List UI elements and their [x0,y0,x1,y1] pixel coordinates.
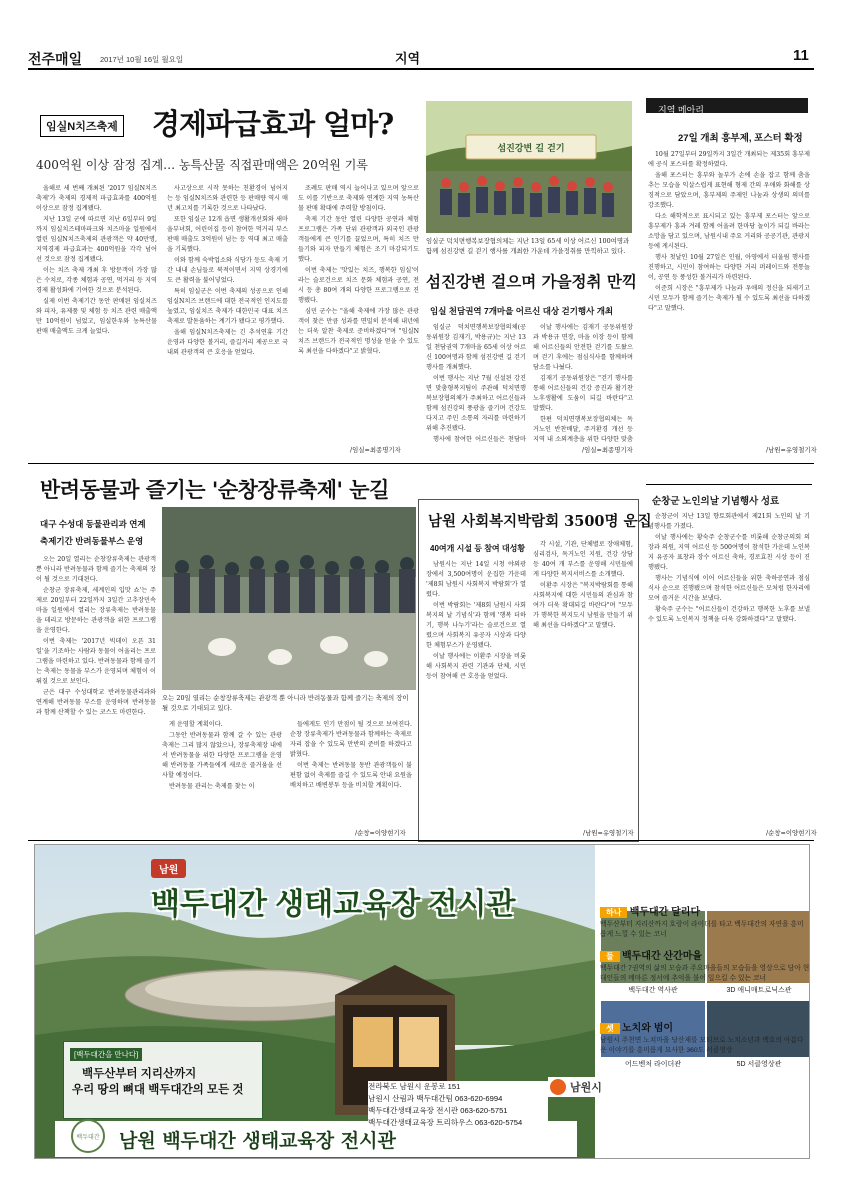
pet-col-1: 오는 20일 열리는 순창장류축제는 관광객 뿐 아니라 반려동물과 함께 즐기는 축제의 장이 될 것으로 기대된다. 순창군 장류축제, 세계인의 입맛 쇼'는 주제로 20일부터 22일까지 3일간 고추장민속마을 일원에서 열리는 장류축제는 반려동물을 데리고 방문하는 관광객을 위한 프로그램을 운영한다. 이번 축제는 '2017년 빅데이 오픈 31일'을 기조하는 사람과 동물이 어울리는 프로그램을 마련하고 있다. 반려동물과 함께 즐기는 축제는 동물을 부스가 운영되며 체험이 이뤄질 것으로 보인다. 군은 대구 수성대학교 반려동물관리과와 연계해 반려동물 부스를 운영하며 반려동물과 함께 산책할 수 있는 코스도 마련한다. [36,556,156,716]
ad-intro-tag: [백두대간을 만나다] [70,1048,142,1061]
lead-col-3: 조례도 판매 역시 늘어나고 있으며 앞으로도 이를 기반으로 축제와 연계한 지역 농특산물 판매 확대에 주력할 방침이다. 축제 기간 동안 열린 다양한 공연과 체험 프로그램은 가족 단위 관광객과 외국인 관광객들에게 큰 인기를 끌었으며, 특히 치즈 만들기와 피자 만들기 체험은 조기 마감되기도 했다. 이번 축제는 '맛있는 치즈, 행복한 임실'이라는 슬로건으로 치즈 문화 체험과 공연, 전시 등 총 80여 개의 다양한 프로그램으로 진행됐다. 심민 군수는 "올해 축제에 가장 많은 관광객이 찾은 만큼 성과를 면밀히 분석해 내년에는 더욱 알찬 축제로 준비하겠다"며 "임실N치즈 브랜드가 전국적인 명성을 얻을 수 있도록 최선을 다하겠다"고 밝혔다. [298,185,419,355]
welfare-col-2: 각 시설, 기관, 단체별로 장애체험, 심리검사, 독거노인 지원, 건강 상담 등 40여 개 부스를 운영해 시민들에게 다양한 복지서비스를 소개했다. 이환주 시장은 "복지박람회를 통해 사회복지에 대한 시민들의 관심과 참여가 더욱 확대되길 바란다"며 "모두가 행복한 복지도시 남원을 만들기 위해 최선을 다하겠다"고 말했다. [533,541,633,629]
ad-feature-3-num: 셋 [600,1023,620,1034]
divider-upper [28,463,814,464]
column-headline: 27일 개최 흥부제, 포스터 확정 [678,133,803,144]
lead-byline: /임실=최종명기자 [350,446,401,454]
pet-sub-2: 축제기간 반려동물부스 운영 [40,536,144,546]
issue-date: 2017년 10월 16일 월요일 [100,55,184,64]
ad-feature-1-title: 백두대간 달리다 [629,907,701,918]
ad-logo-text: 남원시 [570,1082,602,1094]
column-body: 10월 27일부터 29일까지 3일간 개최되는 제35회 흥부제에 공식 포스터를 확정하였다. 올해 포스터는 흥부와 놀부가 손에 손을 잡고 함께 춤을 추는 모습을 익살스럽게 표현해 형제 간의 우애와 화해를 상징적으로 담았으며, 흥부제의 주제인 나눔과 상생의 의미를 강조했다. 다소 해학적으로 표시되고 있는 흥부제 포스터는 앞으로 흥부제가 흥과 겨레 함께 어울려 한마당 놀이가 되길 바라는 소망을 담고 있으며, 남원시내 주요 거리와 공공기관, 관광지 등에 게시된다. 행사 첫날인 10월 27일은 인월, 아영에서 터울림 행사를 진행하고, 시민이 참여하는 다양한 거리 퍼레이드와 전통놀이, 공연 등 풍성한 볼거리가 마련된다. 이준희 시장은 "흥부제가 나눔과 우애의 정신을 되새기고 시민 모두가 함께 즐기는 축제가 될 수 있도록 최선을 다하겠다"고 말했다. [648,151,810,312]
column-label: 지역 메아리 [658,105,704,115]
river-walk-headline: 섬진강변 걸으며 가을정취 만끽 [426,272,637,291]
river-walk-caption: 임실군 덕치면행복보장협의체는 지난 13일 65세 이상 어르신 100여명과 함께 섬진강변 길 걷기 행사를 개최한 가운데 가을정취를 만끽하고 있다. [426,237,630,255]
ad-feature-3 [600,1022,810,1056]
pet-sub-1: 대구 수성대 동물관리과 연계 [40,519,146,529]
ad-seal-icon: 백두대간 [71,1119,105,1153]
ad-logo [548,1077,604,1097]
ad-intro-box [63,1041,263,1119]
ad-intro-line-1: 백두산부터 지리산까지 [82,1068,197,1080]
section-title: 지역 [395,51,421,66]
river-walk-byline: /임실=최종명기자 [582,446,633,454]
ad-intro-line-2: 우리 땅의 뼈대 백두대간의 모든 것 [72,1084,244,1096]
column-label-bar [646,98,808,113]
pet-caption: 오는 20일 열리는 순창장류축제는 관광객 뿐 아니라 반려동물과 함께 즐기는 축제의 장이 될 것으로 기대되고 있다. [162,694,409,712]
lead-kicker: 임실N치즈축제 [40,115,124,137]
welfare-headline: 남원 사회복지박람회 3500명 운집 [428,513,652,530]
ad-thumb-label-4: 5D 서클영상관 [736,1061,782,1068]
header-rule [28,68,814,70]
pet-headline: 반려동물과 즐기는 '순창장류축제' 눈길 [40,477,389,502]
ad-tag: 남원 [151,859,186,878]
pet-byline: /순창=이양현기자 [355,829,406,837]
senior-headline: 순창군 노인의날 기념행사 성료 [652,496,780,507]
welfare-col-1: 남원시는 지난 14일 시청 야외광장에서 3,500여명이 운집한 가운데 '제8회 남원시 사회복지 박람회'가 열렸다. 이번 박람회는 '제8회 남원시 사회복지의 날 기념식'과 함께 '행복 더하기, 행복 나누기'라는 슬로건으로 열렸으며 사회복지 유공자 시상과 다양한 체험부스가 운영됐다. 이날 행사에는 이환주 시장을 비롯해 사회복지 관련 기관과 단체, 시민 등이 참여해 큰 호응을 얻었다. [426,561,526,680]
lead-col-1: 올해로 세 번째 개최된 '2017 임실N치즈축제'가 축제의 경제적 파급효과를 400억원 이상으로 잠정 집계됐다. 지난 13일 군에 따르면 지난 6일부터 9일까지 임실치즈테마파크와 치즈마을 일원에서 열린 임실N치즈축제의 관광객은 약 40만명, 지역경제 파급효과는 400억원을 각각 넘어선 것으로 잠정 집계됐다. 이는 치즈 축제 개최 후 방문객이 가장 많은 수치로, 각종 체험과 공연, 먹거리 등 지역경제 활성화에 기여한 것으로 분석된다. 실제 이번 축제기간 동안 판매된 임실치즈와 피자, 유제품 및 체험 등 치즈 관련 매출액만 10억원이 넘었고, 임실한우와 농특산물 판매 매출액도 크게 늘었다. [36,185,157,335]
ad-feature-2-num: 둘 [600,951,620,962]
ad-title: 백두대간 생태교육장 전시관 [151,888,516,921]
welfare-sub: 40여개 시설 등 참여 대성황 [430,544,526,553]
ad-contact: 전라북도 남원시 운봉로 151 남원시 산림과 백두대간팀 063-620-6994 백두대간생태교육장 전시관 063-620-5751 백두대간생태교육장 트리하우스 063-620-5754 [368,1081,548,1129]
divider-lower [28,840,814,841]
pet-col-3: 들에게도 인기 만점이 될 것으로 보여진다. 순창 장류축제가 반려동물과 함께하는 축제로 자리 잡을 수 있도록 만반의 준비를 하겠다고 밝혔다. 이번 축제는 반려동물 동반 관광객들이 불편함 없이 축제를 즐길 수 있도록 안내 요원을 배치하고 배변봉투 등을 비치할 계획이다. [290,721,412,789]
lead-col-2: 사고상으로 시작 못하는 친환경이 넘어지는 등 임실N치즈와 관련한 등 판매량 역시 매년 최고치를 기록한 것으로 나타났다. 또한 임실군 12개 읍면 생활개선회와 새마을부녀회, 어린이집 등이 참여한 먹거리 부스 판매 매출도 3억원이 넘는 등 역대 최고 매출을 기록했다. 이와 함께 숙박업소와 식당가 등도 축제 기간 내내 손님들로 북적이면서 지역 상경기에도 큰 활력을 불어넣었다. 특히 임실군은 이번 축제의 성공으로 인해 임실N치즈 브랜드에 대한 전국적인 인지도를 높였고, 임실치즈 축제가 대한민국 대표 치즈축제로 발돋움하는 계기가 됐다고 평가했다. 올해 임실N치즈축제는 긴 추석연휴 기간 운영과 다양한 볼거리, 즐길거리 제공으로 국내외 관광객의 큰 호응을 얻었다. [167,185,288,356]
ad-bottom-title: 남원 백두대간 생태교육장 전시관 [119,1130,396,1152]
ad-feature-1-num: 하나 [600,907,627,918]
river-walk-col-2: 이날 행사에는 김재기 공동위원장과 박용규 면장, 마을 이장 등이 함께해 어르신들의 안전한 걷기를 도왔으며 걷기 후에는 점심식사를 함께하며 담소를 나눴다. 김재기 공동위원장은 "걷기 행사를 통해 어르신들의 건강 증진과 활기찬 노후생활에 도움이 되길 바란다"고 말했다. 한편 덕치면행복보장협의체는 독거노인 반찬배달, 주거환경 개선 등 지역 내 소외계층을 위한 다양한 맞춤 [533,324,633,443]
senior-body: 순창군이 지난 13일 향토회관에서 제21회 노인의 날 기념행사를 가졌다. 이날 행사에는 황숙주 순창군수를 비롯해 순창군의회 의장과 의원, 지역 어르신 등 500여명이 참석한 가운데 노인복지 유공자 표창과 장수 어르신 축하, 경로효친 시상 등이 진행됐다. 행사는 기념식에 이어 어르신들을 위한 축하공연과 점심식사 순으로 진행됐으며 참석한 어르신들은 모처럼 한자리에 모여 즐거운 시간을 보냈다. 황숙주 군수는 "어르신들이 건강하고 행복한 노후를 보낼 수 있도록 노인복지 정책을 더욱 강화하겠다"고 말했다. [648,513,810,623]
ad-feature-1-desc: 백두산부터 지리산까지 호랑이 라이더를 타고 백두대간의 자연을 흥미롭게 느낄 수 있는 코너 [600,921,804,938]
pet-photo [162,507,416,690]
ad-feature-3-desc: 남원시 주천면 노치마을 당산제를 모티브로 노치소년과 백호의 아름다운 이야기를 흥미롭게 묘사한 360도 서클영상 [600,1037,804,1054]
lead-headline: 경제파급효과 얼마? [152,107,394,141]
senior-byline: /순창=이양현기자 [766,829,817,837]
ad-feature-2-desc: 백두대간 7권역의 삶의 모습과 주요마을들의 모습들을 영상으로 담아 현대인들의 메마른 정서에 추억을 불어 일으킬 수 있는 코너 [600,965,810,982]
svg-text:섬진강변 길 걷기: 섬진강변 길 걷기 [497,144,565,154]
river-walk-subhead: 임실 천담권역 7개마을 어르신 대상 걷기행사 개최 [430,306,614,316]
senior-top-rule [646,484,812,485]
ad-feature-1 [600,906,810,940]
ad-thumb-label-2: 3D 애니매트로닉스관 [726,987,792,994]
river-walk-col-1: 임실군 덕치면행복보장협의체(공동위원장 김재기, 박용규)는 지난 13일 천담권역 7개마을 65세 이상 어르신 100여명과 함께 섬진강변 길 걷기 행사를 개최했다. 이번 행사는 지난 7월 신설된 강진면 맞춤형복지팀이 주관해 덕치면행복보장협의체가 주최하고 어르신들과 함께 섬진강의 풍광을 즐기며 건강도 다지고 주민 소통의 자리를 마련하기 위해 추진됐다. 행사에 참여한 어르신들은 천담마 [426,324,526,443]
pet-col-2: 게 운영할 계획이다. 그동안 반려동물과 함께 갈 수 있는 관광축제는 그리 많지 않았으나, 장류축제장 내에서 반려동물을 위한 다양한 프로그램을 운영해 반려동물 가족들에게 새로운 즐거움을 선사할 예정이다. 반려동물 관리는 축제를 찾는 이 [162,721,282,790]
page-number: 11 [793,47,809,64]
ad-thumb-label-3: 어드벤처 라이더관 [624,1061,682,1068]
column-byline: /남원=유영철기자 [766,446,817,454]
city-logo-icon [550,1079,566,1095]
river-walk-photo [426,101,632,233]
ad-feature-2-title: 백두대간 산간마을 [621,951,703,962]
ad-feature-3-title: 노치와 범이 [621,1023,674,1034]
welfare-byline: /남원=유영철기자 [583,829,634,837]
lead-subhead: 400억원 이상 잠정 집계… 농특산물 직접판매액은 20억원 기록 [36,158,368,172]
ad-feature-2 [600,950,810,984]
ad-thumb-label-1: 백두대간 역사관 [628,987,678,994]
newspaper-brand: 전주매일 [28,51,83,67]
